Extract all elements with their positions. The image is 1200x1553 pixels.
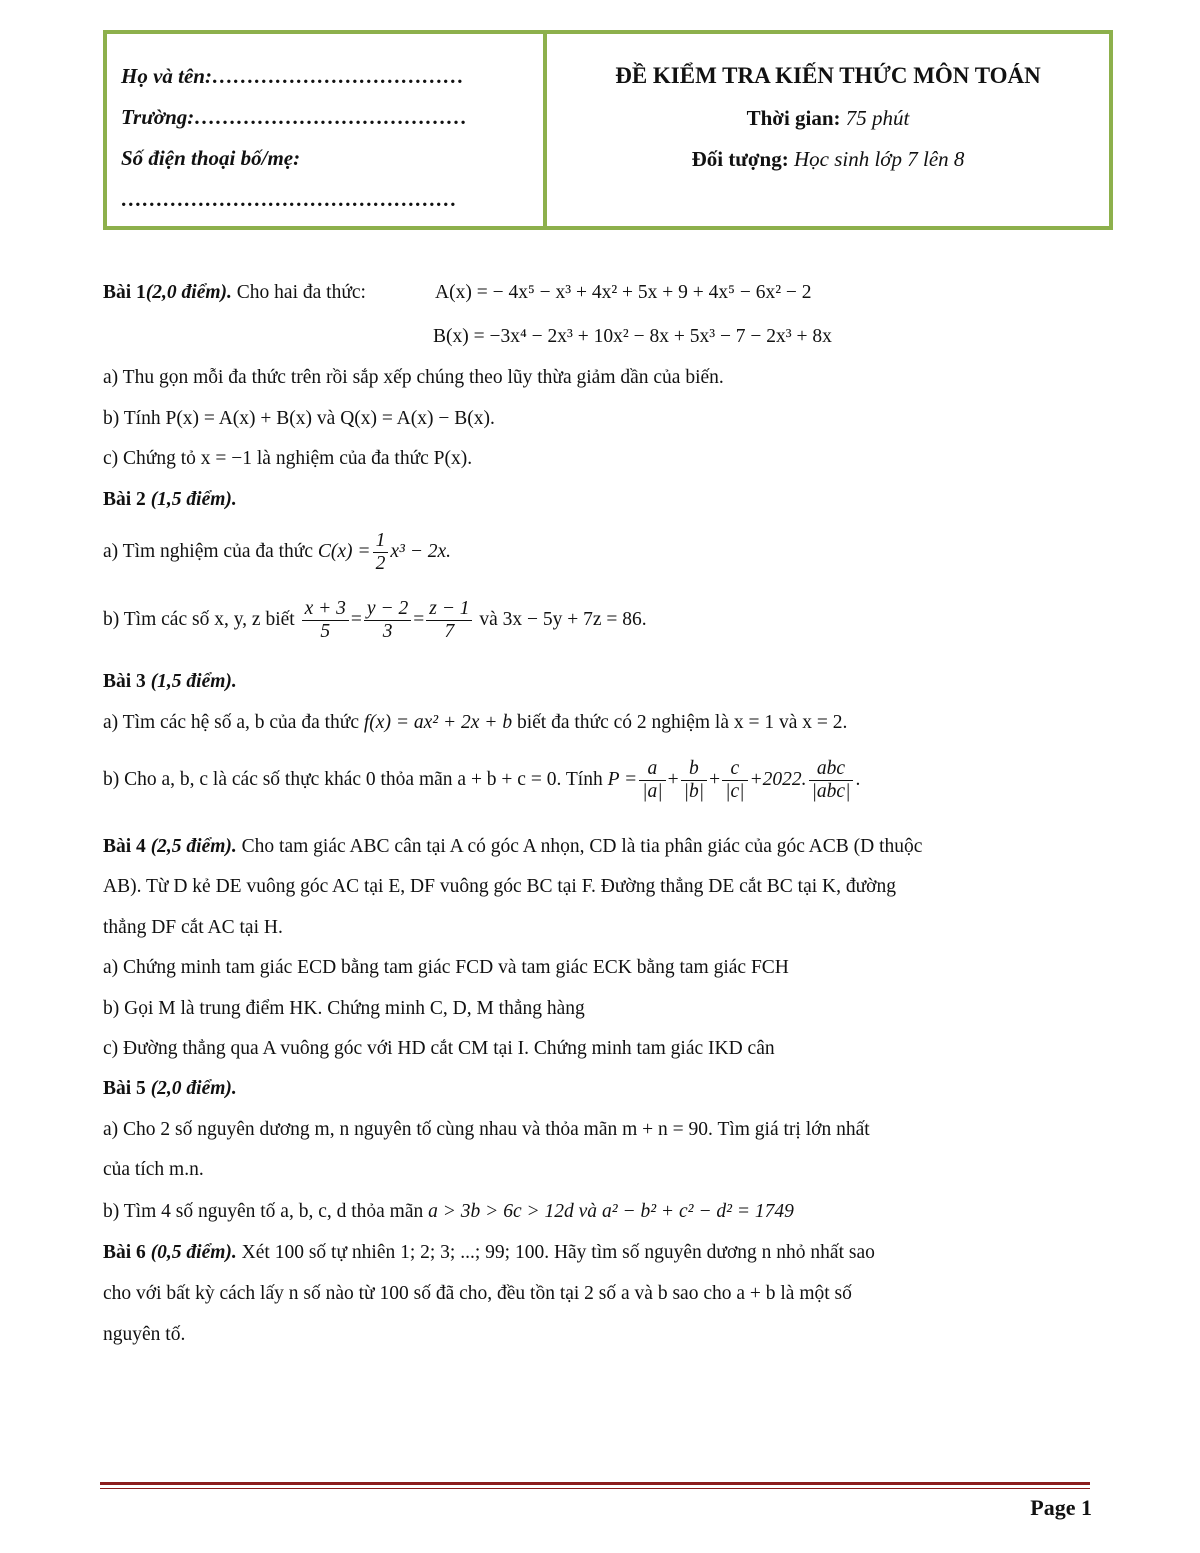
bai1-part-a: a) Thu gọn mỗi đa thức trên rồi sắp xếp chúng theo lũy thừa giảm dần của biến.: [103, 367, 724, 388]
bai3-label: Bài 3: [103, 671, 146, 692]
exam-title: ĐỀ KIỂM TRA KIẾN THỨC MÔN TOÁN: [615, 63, 1041, 88]
exam-info: [547, 34, 1109, 226]
exam-time: [547, 98, 1109, 139]
bai6-points: (0,5 điểm).: [150, 1242, 237, 1263]
bai5-b-math2: a² − b² + c² − d² = 1749: [601, 1201, 794, 1222]
bai1-part-c: c) Chứng tỏ x = −1 là nghiệm của đa thức P(x).: [103, 448, 473, 469]
bai3-a-math: f(x) = ax² + 2x + b: [363, 712, 513, 733]
fraction-x: [302, 598, 349, 643]
frac-num: 1: [373, 530, 389, 553]
time-label: Thời gian:: [746, 106, 841, 130]
bai1-points: (2,0 điểm).: [145, 282, 232, 303]
bai6-line2: cho với bất kỳ cách lấy n số nào từ 100 số đã cho, đều tồn tại 2 số a và b sao cho a + b là một số: [103, 1283, 852, 1304]
bai3-a-tail: biết đa thức có 2 nghiệm là x = 1 và x = 2.: [516, 712, 848, 733]
bai5-b-and: và: [578, 1201, 598, 1222]
bai1-intro: Cho hai đa thức:: [236, 282, 366, 303]
page-number: Page 1: [1030, 1495, 1092, 1520]
bai4-text-1: Cho tam giác ABC cân tại A có góc A nhọn, CD là tia phân giác của góc ACB (D thuộc: [241, 836, 923, 857]
frac-den: |a|: [642, 781, 663, 802]
frac-num: a: [639, 758, 665, 781]
bai4-part-b: b) Gọi M là trung điểm HK. Chứng minh C, D, M thẳng hàng: [103, 998, 585, 1019]
fraction-z: [426, 598, 472, 643]
frac-den: |c|: [725, 781, 745, 802]
frac-den: |b|: [683, 781, 705, 802]
exam-target: [547, 139, 1109, 180]
student-info: [107, 34, 547, 226]
bai2-a-math-post: x³ − 2x.: [390, 540, 452, 562]
bai6-label: Bài 6: [103, 1242, 146, 1263]
school-field: Trường:…………………………………: [121, 105, 468, 129]
bai2-b-tail: và 3x − 5y + 7z = 86.: [479, 608, 647, 630]
polynomial-A: A(x) = − 4x⁵ − x³ + 4x² + 5x + 9 + 4x⁵ − 6x² − 2: [435, 282, 812, 303]
target-label: Đối tượng:: [691, 147, 789, 171]
fraction-y: [364, 598, 411, 643]
time-value: 75 phút: [845, 106, 910, 130]
parent-phone-dots: …………………………………………: [121, 187, 457, 211]
bai4-line2: AB). Từ D kẻ DE vuông góc AC tại E, DF vuông góc BC tại F. Đường thẳng DE cắt BC tại K, đường: [103, 876, 896, 897]
bai6-line1: [103, 1242, 875, 1264]
bai1-heading: [103, 282, 366, 304]
frac-den: 5: [320, 621, 331, 642]
bai3-part-a: [103, 712, 847, 734]
bai5-part-b: [103, 1201, 794, 1223]
footer-rule-thick: [100, 1482, 1090, 1485]
parent-phone-field: Số điện thoại bố/mẹ:: [121, 146, 301, 170]
polynomial-B: B(x) = −3x⁴ − 2x³ + 10x² − 8x + 5x³ − 7 − 2x³ + 8x: [433, 326, 832, 347]
fraction-c: [722, 758, 747, 803]
frac-den: |abc|: [811, 781, 851, 802]
bai2-label: Bài 2: [103, 489, 146, 510]
bai4-part-c: c) Đường thẳng qua A vuông góc với HD cắt CM tại I. Chứng minh tam giác IKD cân: [103, 1038, 775, 1059]
bai3-part-b: b) Cho a, b, c là các số thực khác 0 thỏa mãn a + b + c = 0. Tính P = $\frac{a}{|a|}$ + $\frac{b}{|b|}$ + $\frac{c}{|c|}$ +2022. $\frac{\text{abc}}{\text{|abc|}}$ .: [103, 758, 861, 802]
bai4-line1: [103, 836, 922, 858]
student-name-field: Họ và tên:………………………………: [121, 64, 464, 88]
frac-den: 7: [444, 621, 455, 642]
footer-rule-thin: [100, 1488, 1090, 1489]
bai2-a-math-pre: C(x) =: [317, 540, 371, 562]
frac-den: 3: [382, 621, 393, 642]
bai5-b-math1: a > 3b > 6c > 12d: [428, 1201, 574, 1222]
bai6-line3: nguyên tố.: [103, 1324, 186, 1345]
bai3-points: (1,5 điểm).: [150, 671, 237, 692]
frac-num: abc: [809, 758, 854, 781]
bai5-points: (2,0 điểm).: [150, 1078, 237, 1099]
fraction-one-half: [373, 530, 389, 575]
bai2-part-a: [103, 530, 451, 575]
bai2-heading: [103, 489, 237, 511]
bai6-text-1: Xét 100 số tự nhiên 1; 2; 3; ...; 99; 100. Hãy tìm số nguyên dương n nhỏ nhất sao: [241, 1242, 875, 1263]
bai4-label: Bài 4: [103, 836, 146, 857]
bai4-points: (2,5 điểm).: [150, 836, 237, 857]
bai1-label: Bài 1: [103, 282, 146, 303]
frac-num: y − 2: [364, 598, 411, 621]
bai5-part-a-2: của tích m.n.: [103, 1159, 204, 1180]
bai4-part-a: a) Chứng minh tam giác ECD bằng tam giác FCD và tam giác ECK bằng tam giác FCH: [103, 957, 789, 978]
bai2-part-b: b) Tìm các số x, y, z biết $\frac{x + 3}{5}$ = $\frac{y - 2}{3}$ = $\frac{z - 1}{7}$ và 3x − 5y + 7z = 86.: [103, 598, 647, 642]
bai3-b-mid: +2022.: [749, 768, 807, 790]
fraction-abc: [809, 758, 854, 803]
bai3-a-text: a) Tìm các hệ số a, b của đa thức: [103, 712, 360, 733]
bai5-b-text: b) Tìm 4 số nguyên tố a, b, c, d thỏa mãn: [103, 1201, 424, 1222]
bai5-heading: [103, 1078, 237, 1100]
bai2-b-text: b) Tìm các số x, y, z biết: [103, 608, 295, 630]
bai5-part-a-1: a) Cho 2 số nguyên dương m, n nguyên tố cùng nhau và thỏa mãn m + n = 90. Tìm giá trị lớn nhất: [103, 1119, 870, 1140]
bai1-part-b: b) Tính P(x) = A(x) + B(x) và Q(x) = A(x) − B(x).: [103, 408, 495, 429]
bai2-points: (1,5 điểm).: [150, 489, 237, 510]
bai3-b-text: b) Cho a, b, c là các số thực khác 0 thỏa mãn a + b + c = 0. Tính: [103, 768, 603, 790]
bai2-a-text: a) Tìm nghiệm của đa thức: [103, 540, 314, 562]
bai5-label: Bài 5: [103, 1078, 146, 1099]
frac-num: z − 1: [426, 598, 472, 621]
frac-num: b: [681, 758, 707, 781]
fraction-b: [681, 758, 707, 803]
bai3-heading: [103, 671, 237, 693]
fraction-a: [639, 758, 665, 803]
target-value: Học sinh lớp 7 lên 8: [793, 147, 965, 171]
frac-num: c: [722, 758, 747, 781]
exam-header-box: [103, 30, 1113, 230]
bai3-b-P: P =: [607, 768, 638, 790]
frac-num: x + 3: [302, 598, 349, 621]
frac-den: 2: [375, 553, 386, 574]
bai4-line3: thẳng DF cắt AC tại H.: [103, 917, 283, 938]
